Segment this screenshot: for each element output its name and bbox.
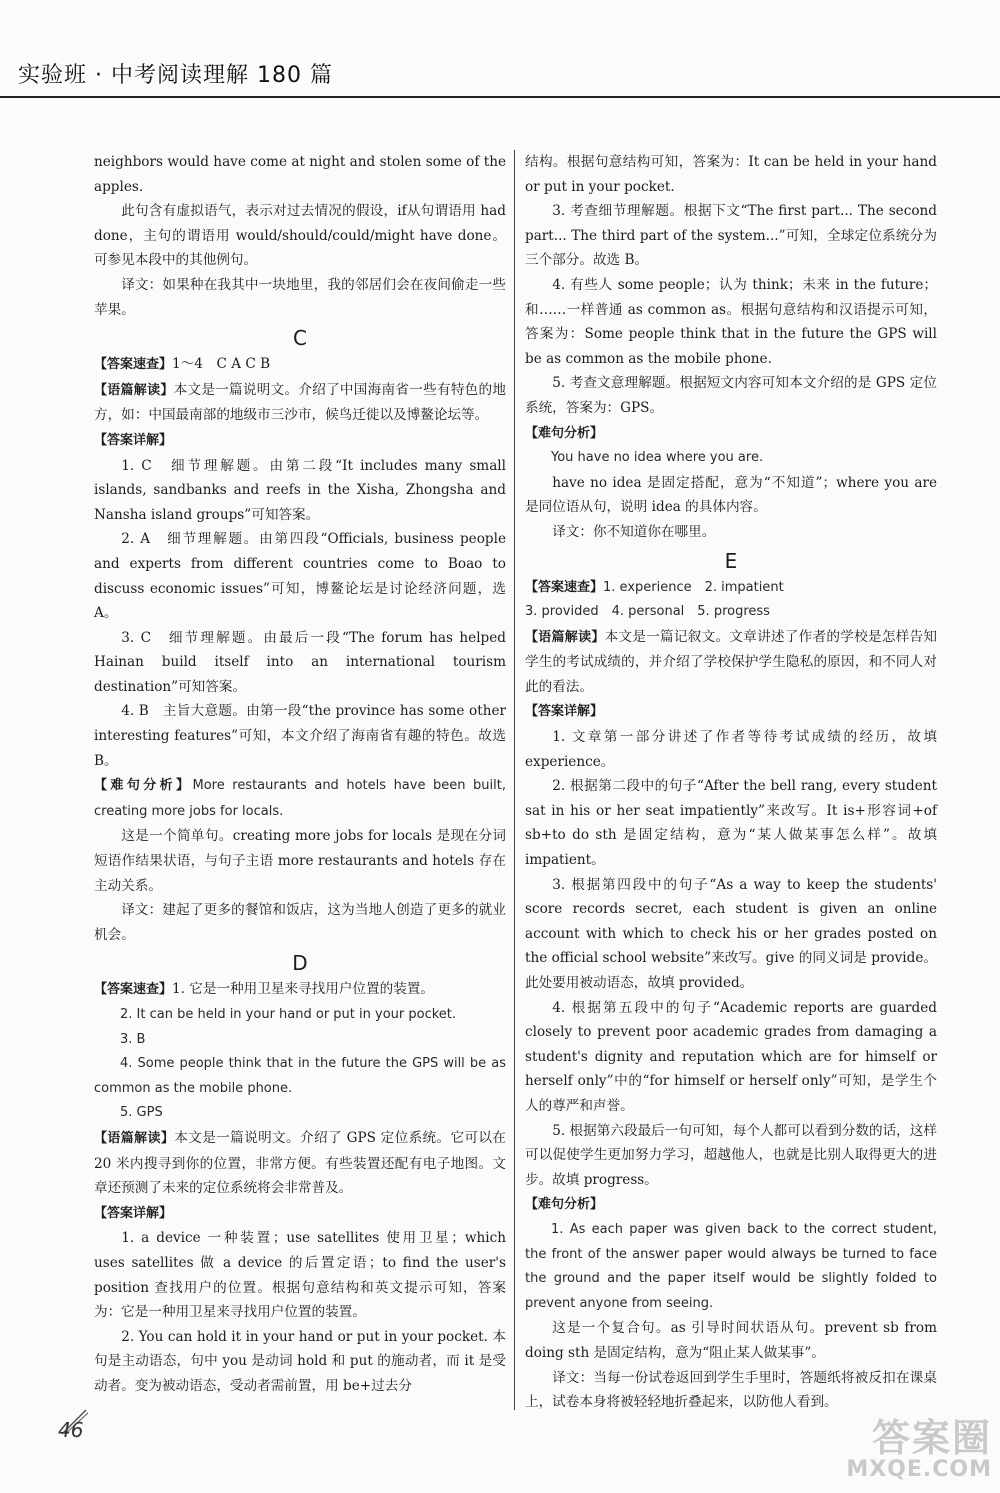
passage-overview	[525, 625, 937, 700]
right-column	[525, 150, 937, 1415]
answer-detail: 1. 文章第一部分讲述了作者等待考试成绩的经历，故填 experience。	[525, 729, 937, 770]
answer-detail-label: 【答案详解】	[94, 1205, 173, 1221]
answer-detail: 4. 根据第五段中的句子“Academic reports are guarded closely to prevent poor academic grades from damaging a student's dignity and reputation which are for himself or herself only”中的“for himself or herself only”可知，是学生个人的尊严和声誉。	[525, 999, 937, 1114]
section-heading-e: E	[724, 548, 738, 573]
answer-detail: 4. B 主旨大意题。由第一段“the province has some other interesting features”可知，本文介绍了海南省有趣的特色。故选 B。	[94, 703, 506, 769]
overview-text: 本文是一篇说明文。介绍了中国海南省一些有特色的地方，如：中国最南部的地级市三沙市，候鸟迁徙以及博鳌论坛等。	[94, 381, 506, 424]
label: 【语篇解读】	[94, 1130, 175, 1146]
paragraph: 译文：如果种在我其中一块地里，我的邻居们会在夜间偷走一些苹果。	[94, 276, 506, 318]
sentence-text: More restaurants and hotels have been built, creating more jobs for locals.	[94, 778, 506, 819]
sentence-text: 1. As each paper was given back to the correct student, the front of the answer paper would always be turned to face the ground and the paper itself would be slightly folded to prevent anyone from seeing.	[525, 1221, 937, 1311]
translation: 译文：建起了更多的餐馆和饭店，这为当地人创造了更多的就业机会。	[94, 902, 506, 943]
label: 【答案速查】	[94, 982, 173, 998]
answer-item: 5. GPS	[120, 1105, 163, 1121]
answer-text: 1. experience 2. impatient	[603, 579, 784, 595]
answer-text: 1. 它是一种用卫星来寻找用户位置的装置。	[172, 981, 434, 998]
watermark-url: MXQE.COM	[846, 1457, 992, 1482]
answer-item: 3. B	[120, 1031, 146, 1047]
label: 【语篇解读】	[525, 629, 605, 645]
label: 【答案速查】	[94, 357, 173, 373]
answer-detail: 3. 根据第四段中的句子“As a way to keep the students' score records secret, each student is given an online account with which to check his or her grades posted on the official school website”来改写。give 的同义词是 provide。此处要用被动语态，故填 provided。	[525, 876, 937, 991]
column-divider	[514, 150, 515, 1410]
difficult-sentence-label: 【难句分析】	[525, 1197, 604, 1213]
answer-detail: 3. 考查细节理解题。根据下文“The first part... The second part... The third part of the system...”可知，全球定位系统分为三个部分。故选 B。	[525, 203, 937, 269]
overview-text: 本文是一篇说明文。介绍了 GPS 定位系统。它可以在 20 米内搜寻到你的位置，非常方便。有些装置还配有电子地图。文章还预测了未来的定位系统将会非常普及。	[94, 1129, 506, 1197]
answer-detail: 2. 根据第二段中的句子“After the bell rang, every student sat in his or her seat impatiently”来改写。It is+形容词+of sb+to do sth 是固定结构，意为“某人做某事怎么样”。故填 impatient。	[525, 778, 937, 869]
overview-text: 本文是一篇记叙文。文章讲述了作者的学校是怎样告知学生的考试成绩的，并介绍了学校保护学生隐私的原因，和不同人对此的看法。	[525, 628, 937, 695]
book-title: 实验班 · 中考阅读理解 180 篇	[18, 63, 333, 88]
header-rule	[0, 96, 1000, 98]
answer-summary	[94, 352, 506, 378]
label: 【难句分析】	[94, 778, 193, 794]
answer-summary	[94, 977, 506, 1003]
answer-detail: 3. C 细节理解题。由最后一段“The forum has helped Hainan build itself into an international tourism destination”可知答案。	[94, 629, 506, 695]
answer-detail: 5. 考查文意理解题。根据短文内容可知本文介绍的是 GPS 定位系统，答案为：GPS。	[525, 375, 937, 416]
answer-item: 4. Some people think that in the future the GPS will be as common as the mobile phone.	[94, 1056, 506, 1096]
label: 【答案速查】	[525, 579, 604, 595]
section-heading-c: C	[293, 326, 307, 351]
paragraph: 此句含有虚拟语气，表示对过去情况的假设，if从句谓语用 had done，主句的谓语用 would/should/could/might have done。可参见本段中的其他例句。	[94, 203, 506, 269]
paragraph: neighbors would have come at night and stolen some of the apples.	[94, 154, 506, 195]
difficult-sentence-label: 【难句分析】	[525, 425, 604, 441]
answer-detail: 1. C 细节理解题。由第二段“It includes many small islands, sandbanks and reefs in the Xisha, Zhongsha and Nansha island groups”可知答案。	[94, 457, 506, 523]
label: 【语篇解读】	[94, 382, 174, 398]
watermark-logo: 答案圈	[871, 1416, 992, 1460]
section-heading-d: D	[292, 951, 308, 976]
paragraph: 这是一个简单句。creating more jobs for locals 是现在分词短语作结果状语，与句子主语 more restaurants and hotels 存在主动关系。	[94, 828, 506, 894]
answer-detail: 1. a device 一种装置；use satellites 使用卫星；which uses satellites 做 a device 的后置定语；to find the user's position 查找用户的位置。根据句意结构和英文提示可知，答案为：它是一种用卫星来寻找用户位置的装置。	[94, 1230, 506, 1321]
answer-detail-label: 【答案详解】	[525, 704, 604, 720]
watermark	[812, 1418, 992, 1484]
passage-overview	[94, 378, 506, 428]
answer-detail: 2. You can hold it in your hand or put in your pocket. 本句是主动语态，句中 you 是动词 hold 和 put 的施动者，而 it 是受动者。变为被动语态，受动者需前置，用 be+过去分	[94, 1328, 506, 1394]
answer-detail: 2. A 细节理解题。由第四段“Officials, business people and experts from different countries come to Boao to discuss economic issues”可知，博鳌论坛是讨论经济问题，选 A。	[94, 531, 506, 622]
answer-text: 1～4 C A C B	[172, 356, 271, 373]
difficult-sentence	[94, 773, 506, 824]
answer-summary	[525, 575, 937, 601]
translation: 译文：你不知道你在哪里。	[552, 523, 716, 540]
paragraph: 这是一个复合句。as 引导时间状语从句。prevent sb from doing sth 是固定结构，意为“阻止某人做某事”。	[525, 1320, 937, 1361]
answer-detail-label: 【答案详解】	[94, 432, 173, 448]
answer-item: 2. It can be held in your hand or put in your pocket.	[120, 1007, 457, 1022]
sentence-text: You have no idea where you are.	[551, 450, 764, 466]
passage-overview	[94, 1126, 506, 1201]
answer-detail: 5. 根据第六段最后一句可知，每个人都可以看到分数的话，这样可以促使学生更加努力学习，超越他人，也就是比别人取得更大的进步。故填 progress。	[525, 1122, 937, 1188]
answer-text: 3. provided 4. personal 5. progress	[525, 604, 770, 620]
translation: 译文：当每一份试卷返回到学生手里时，答题纸将被反扣在课桌上，试卷本身将被轻轻地折叠起来，以防他人看到。	[525, 1369, 937, 1411]
left-column	[94, 150, 506, 1399]
page-number: 46	[58, 1418, 84, 1442]
paragraph: 结构。根据句意结构可知，答案为：It can be held in your hand or put in your pocket.	[525, 154, 937, 195]
paragraph: have no idea 是固定搭配，意为“不知道”；where you are 是同位语从句，说明 idea 的具体内容。	[525, 474, 937, 516]
answer-detail: 4. 有些人 some people；认为 think；未来 in the future；和……一样普通 as common as。根据句意结构和汉语提示可知，答案为：Some people think that in the future the GPS will be as common as the mobile phone.	[525, 276, 937, 367]
